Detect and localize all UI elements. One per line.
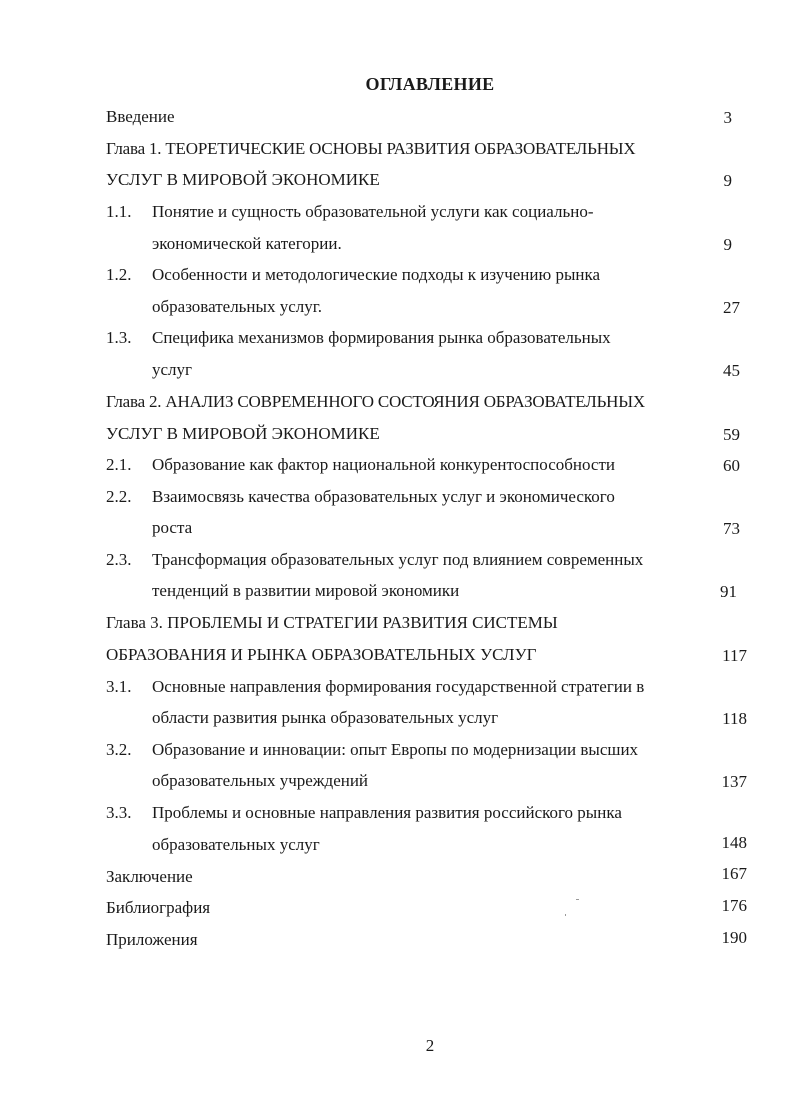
- toc-section-number: 1.1.: [106, 202, 132, 221]
- toc-section-number: 3.2.: [106, 740, 132, 759]
- toc-page-number: 167: [721, 864, 747, 883]
- toc-section-2-1-line1: Образование как фактор национальной конкурентоспособности: [152, 455, 615, 474]
- toc-page-number: 9: [723, 171, 732, 190]
- toc-chapter-2-line1: Глава 2. АНАЛИЗ СОВРЕМЕННОГО СОСТОЯНИЯ ОБРАЗОВАТЕЛЬНЫХ: [106, 392, 645, 411]
- toc-section-number: 3.1.: [106, 677, 132, 696]
- toc-page-number: 117: [722, 646, 747, 665]
- scan-speck: [576, 899, 579, 900]
- toc-title: ОГЛАВЛЕНИЕ: [365, 74, 495, 94]
- toc-section-number: 2.3.: [106, 550, 132, 569]
- page-number-footer: 2: [425, 1036, 435, 1055]
- toc-page-number: 45: [723, 361, 740, 380]
- toc-chapter-1-line1: Глава 1. ТЕОРЕТИЧЕСКИЕ ОСНОВЫ РАЗВИТИЯ ОБРАЗОВАТЕЛЬНЫХ: [106, 139, 636, 158]
- toc-entry-conclusion: Заключение: [106, 867, 193, 886]
- toc-section-3-1-line2: области развития рынка образовательных услуг: [152, 708, 499, 727]
- toc-section-3-3-line1: Проблемы и основные направления развития российского рынка: [152, 803, 622, 822]
- toc-page-number: 118: [722, 709, 747, 728]
- toc-section-3-3-line2: образовательных услуг: [152, 835, 320, 854]
- toc-chapter-3-line2: ОБРАЗОВАНИЯ И РЫНКА ОБРАЗОВАТЕЛЬНЫХ УСЛУГ: [106, 645, 537, 664]
- toc-entry-appendices: Приложения: [106, 930, 198, 949]
- toc-section-2-3-line1: Трансформация образовательных услуг под влиянием современных: [152, 550, 644, 569]
- toc-page-number: 148: [721, 833, 747, 852]
- toc-section-1-3-line2: услуг: [152, 360, 193, 379]
- toc-page-number: 3: [723, 108, 732, 127]
- toc-section-1-1-line2: экономической категории.: [152, 234, 342, 253]
- toc-section-number: 1.3.: [106, 328, 132, 347]
- toc-page-number: 60: [723, 456, 740, 475]
- toc-entry-introduction: Введение: [106, 107, 175, 126]
- toc-section-1-1-line1: Понятие и сущность образовательной услуги как социально-: [152, 202, 594, 221]
- toc-section-1-3-line1: Специфика механизмов формирования рынка образовательных: [152, 328, 611, 347]
- toc-section-1-2-line2: образовательных услуг.: [152, 297, 323, 316]
- toc-section-1-2-line1: Особенности и методологические подходы к изучению рынка: [152, 265, 601, 284]
- toc-page-number: 137: [721, 772, 747, 791]
- toc-section-2-3-line2: тенденций в развитии мировой экономики: [152, 581, 460, 600]
- toc-section-number: 2.1.: [106, 455, 132, 474]
- toc-section-number: 2.2.: [106, 487, 132, 506]
- toc-section-3-2-line2: образовательных учреждений: [152, 771, 369, 790]
- toc-section-3-2-line1: Образование и инновации: опыт Европы по модернизации высших: [152, 740, 639, 759]
- toc-section-2-2-line1: Взаимосвязь качества образовательных услуг и экономического: [152, 487, 615, 506]
- toc-page-number: 176: [721, 896, 747, 915]
- toc-section-number: 1.2.: [106, 265, 132, 284]
- toc-page-number: 59: [723, 425, 740, 444]
- toc-section-3-1-line1: Основные направления формирования государственной стратегии в: [152, 677, 645, 696]
- scan-speck: [565, 914, 566, 916]
- toc-chapter-1-line2: УСЛУГ В МИРОВОЙ ЭКОНОМИКЕ: [106, 170, 380, 189]
- toc-section-2-2-line2: роста: [152, 518, 193, 537]
- toc-chapter-2-line2: УСЛУГ В МИРОВОЙ ЭКОНОМИКЕ: [106, 424, 380, 443]
- toc-page-number: 190: [721, 928, 747, 947]
- toc-chapter-3-line1: Глава 3. ПРОБЛЕМЫ И СТРАТЕГИИ РАЗВИТИЯ СИСТЕМЫ: [106, 613, 558, 632]
- toc-page-number: 91: [720, 582, 737, 601]
- toc-page-number: 73: [723, 519, 740, 538]
- toc-section-number: 3.3.: [106, 803, 132, 822]
- toc-entry-bibliography: Библиография: [106, 898, 211, 917]
- toc-page-number: 9: [723, 235, 732, 254]
- toc-page-number: 27: [723, 298, 740, 317]
